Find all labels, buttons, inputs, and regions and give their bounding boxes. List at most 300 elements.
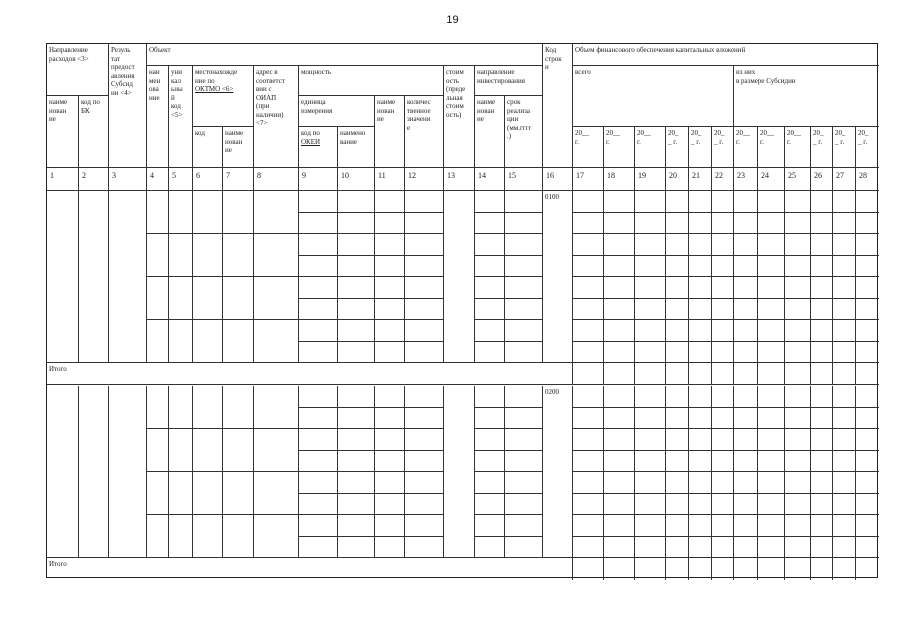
section-1-row-5-col-19 [635,277,666,299]
section-2-row-6-col-26 [811,494,833,516]
header-srok-realizacii: срок реализа ции (мм.гггг .) [505,96,543,168]
section-1-block-2-col-7 [223,234,254,277]
section-2-row-1-col-24 [758,386,785,408]
section-2-block-2-col-8 [254,429,299,472]
section-2-row-6-col-21 [689,494,712,516]
section-2-row-5-col-18 [604,472,635,494]
section-1-row-7-col-25 [785,320,811,342]
section-1-row-3-col-20 [666,234,689,256]
section-2-row-2-col-17 [573,408,604,430]
page-number: 19 [446,14,459,26]
header-year-18: 20__ г. [604,127,635,168]
header-moshchnost-naimenovanie: наиме нован ие [375,96,405,168]
header-year-28: 20_ _ г. [856,127,879,168]
section-2-row-8-col-15 [505,537,543,559]
header-stoimost: стоим ость (преде льная стоим ость) [444,66,475,168]
section-2-row-2-col-9 [299,408,338,430]
section-2-block-3-col-7 [223,472,254,515]
section-2-row-4-col-26 [811,451,833,473]
section-2-row-1-col-20 [666,386,689,408]
section-2-col-2 [79,386,109,558]
section-2-total-col-23 [734,558,758,580]
column-number-13: 13 [444,168,475,191]
section-2-row-3-col-12 [405,429,444,451]
section-2-row-6-col-22 [712,494,734,516]
section-1-row-5-col-9 [299,277,338,299]
section-1-row-6-col-17 [573,299,604,321]
section-1-row-8-col-15 [505,342,543,364]
section-1-block-3-col-4 [147,277,169,320]
section-2-row-7-col-15 [505,515,543,537]
section-1-row-8-col-11 [375,342,405,364]
section-1-row-3-col-27 [833,234,856,256]
section-1-row-4-col-20 [666,256,689,278]
column-number-24: 24 [758,168,785,191]
section-1-row-7-col-17 [573,320,604,342]
section-2-row-3-col-17 [573,429,604,451]
section-2-row-4-col-28 [856,451,879,473]
header-year-20: 20_ _ г. [666,127,689,168]
section-1-col-1 [47,191,79,363]
section-1-row-2-col-19 [635,213,666,235]
section-1-row-2-col-23 [734,213,758,235]
section-1-row-6-col-11 [375,299,405,321]
section-2-row-7-col-20 [666,515,689,537]
section-2-row-2-col-20 [666,408,689,430]
section-1-row-4-col-23 [734,256,758,278]
header-napravlenie-raskhodov: Направление расходов <3> [47,44,109,96]
section-1-row-6-col-23 [734,299,758,321]
section-1-row-5-col-15 [505,277,543,299]
section-1-block-3-col-7 [223,277,254,320]
section-2-row-2-col-14 [475,408,505,430]
section-2-row-4-col-11 [375,451,405,473]
section-2-row-1-col-15 [505,386,543,408]
section-2-row-5-col-19 [635,472,666,494]
section-1-row-4-col-19 [635,256,666,278]
section-1-block-1-col-8 [254,191,299,234]
section-2-row-6-col-25 [785,494,811,516]
section-2-col-3 [109,386,147,558]
section-2-row-1-col-19 [635,386,666,408]
section-2-row-5-col-15 [505,472,543,494]
header-iz-nikh: из них в размере Субсидии [734,66,879,127]
section-2-block-3-col-5 [169,472,193,515]
header-year-24: 20__ г. [758,127,785,168]
section-2-row-3-col-24 [758,429,785,451]
section-1-row-8-col-28 [856,342,879,364]
section-1-row-1-col-10 [338,191,375,213]
section-2-row-4-col-18 [604,451,635,473]
section-2-row-7-col-23 [734,515,758,537]
section-1-row-3-col-19 [635,234,666,256]
column-number-6: 6 [193,168,223,191]
section-1-row-7-col-15 [505,320,543,342]
section-2-row-3-col-25 [785,429,811,451]
section-2-row-5-col-20 [666,472,689,494]
section-1-row-7-col-27 [833,320,856,342]
section-2-row-1-col-9 [299,386,338,408]
section-2-row-8-col-18 [604,537,635,559]
section-2-row-7-col-28 [856,515,879,537]
section-2-total-col-18 [604,558,635,580]
section-1-row-4-col-18 [604,256,635,278]
section-1-row-3-col-9 [299,234,338,256]
section-1-total-label: Итого [47,363,573,385]
section-1-row-7-col-24 [758,320,785,342]
section-2-total-col-22 [712,558,734,580]
section-2-row-2-col-10 [338,408,375,430]
section-1-row-7-col-23 [734,320,758,342]
section-2-row-4-col-19 [635,451,666,473]
section-1-row-7-col-10 [338,320,375,342]
section-1-row-4-col-11 [375,256,405,278]
column-number-17: 17 [573,168,604,191]
header-vsego: всего [573,66,734,127]
section-1-row-3-col-17 [573,234,604,256]
section-1-row-4-col-15 [505,256,543,278]
section-2-row-8-col-22 [712,537,734,559]
section-1-row-8-col-22 [712,342,734,364]
header-kolichestvennoe-znachenie: количес твенное значени е [405,96,444,168]
section-2-row-3-col-27 [833,429,856,451]
section-2-row-3-col-18 [604,429,635,451]
section-1-row-6-col-15 [505,299,543,321]
column-number-26: 26 [811,168,833,191]
section-1-row-7-col-21 [689,320,712,342]
section-1-row-5-col-27 [833,277,856,299]
section-1-row-1-col-15 [505,191,543,213]
section-2-row-3-col-10 [338,429,375,451]
section-2-row-6-col-10 [338,494,375,516]
column-number-12: 12 [405,168,444,191]
header-oktmo-naimenovanie: наиме нован ие [223,127,254,168]
section-1-row-4-col-25 [785,256,811,278]
header-year-17: 20__ г. [573,127,604,168]
section-1-row-7-col-9 [299,320,338,342]
section-1-row-8-col-20 [666,342,689,364]
header-obekt-naimenovanie: наи мен ова ние [147,66,169,168]
section-1-row-2-col-22 [712,213,734,235]
section-1-total-col-24 [758,363,785,385]
section-2-row-4-col-23 [734,451,758,473]
section-2-row-4-col-21 [689,451,712,473]
section-2-row-8-col-14 [475,537,505,559]
section-1-row-8-col-17 [573,342,604,364]
section-1-row-7-col-19 [635,320,666,342]
section-1-row-1-col-22 [712,191,734,213]
section-1-row-7-col-28 [856,320,879,342]
section-2-row-1-col-25 [785,386,811,408]
section-1-total-col-22 [712,363,734,385]
header-napravlenie-investirovaniya: направление инвестирования [475,66,543,96]
section-2-total-label: Итого [47,558,573,580]
column-number-8: 8 [254,168,299,191]
section-2-row-1-col-21 [689,386,712,408]
section-1-row-6-col-26 [811,299,833,321]
section-1-total-col-25 [785,363,811,385]
column-number-4: 4 [147,168,169,191]
okei-label: ОКЕИ [301,137,321,146]
section-2-row-4-col-12 [405,451,444,473]
section-1-row-4-col-24 [758,256,785,278]
section-2-row-1-col-23 [734,386,758,408]
section-2-row-7-col-22 [712,515,734,537]
section-2-row-2-col-26 [811,408,833,430]
section-1-row-6-col-20 [666,299,689,321]
section-1-row-4-col-22 [712,256,734,278]
section-1-total-col-28 [856,363,879,385]
section-1-row-5-col-10 [338,277,375,299]
section-1-row-1-col-18 [604,191,635,213]
section-2-row-2-col-11 [375,408,405,430]
section-2-row-8-col-19 [635,537,666,559]
section-2-total-col-19 [635,558,666,580]
section-2-row-5-col-22 [712,472,734,494]
header-adres: адрес в соответст вии с ОИАП (при наличии) <7> [254,66,299,168]
section-1-block-2-col-5 [169,234,193,277]
section-1-block-2-col-8 [254,234,299,277]
section-1-row-7-col-22 [712,320,734,342]
section-1-row-6-col-22 [712,299,734,321]
section-2-row-2-col-24 [758,408,785,430]
header-moshchnost: мощность [299,66,444,96]
section-2-row-1-col-18 [604,386,635,408]
section-1-col-3 [109,191,147,363]
section-1-row-4-col-12 [405,256,444,278]
section-2-row-8-col-11 [375,537,405,559]
section-2-row-3-col-11 [375,429,405,451]
section-1-row-8-col-27 [833,342,856,364]
section-2-row-3-col-22 [712,429,734,451]
section-1-row-5-col-28 [856,277,879,299]
section-2-row-4-col-24 [758,451,785,473]
section-2-row-code: 0200 [543,386,573,558]
header-okei-naimenovanie: наимено вание [338,127,375,168]
section-1-row-2-col-11 [375,213,405,235]
section-1-row-2-col-18 [604,213,635,235]
section-2-row-4-col-27 [833,451,856,473]
section-2-block-3-col-8 [254,472,299,515]
section-2-row-3-col-28 [856,429,879,451]
section-1-row-7-col-20 [666,320,689,342]
section-1-row-8-col-23 [734,342,758,364]
section-2-row-6-col-18 [604,494,635,516]
section-1-row-3-col-15 [505,234,543,256]
section-1-row-1-col-11 [375,191,405,213]
section-1-row-1-col-21 [689,191,712,213]
section-1-block-2-col-4 [147,234,169,277]
section-2-row-4-col-22 [712,451,734,473]
section-2-row-8-col-24 [758,537,785,559]
section-2-row-6-col-24 [758,494,785,516]
section-1-row-8-col-26 [811,342,833,364]
section-2-block-1-col-7 [223,386,254,429]
header-year-23: 20__ г. [734,127,758,168]
column-number-19: 19 [635,168,666,191]
section-1-row-2-col-21 [689,213,712,235]
section-2-row-8-col-23 [734,537,758,559]
section-2-row-1-col-12 [405,386,444,408]
section-1-block-4-col-6 [193,320,223,363]
section-1-total-col-26 [811,363,833,385]
section-2-row-7-col-21 [689,515,712,537]
section-2-row-6-col-14 [475,494,505,516]
section-1-row-4-col-28 [856,256,879,278]
section-1-row-2-col-25 [785,213,811,235]
section-2-row-2-col-28 [856,408,879,430]
section-2-row-6-col-12 [405,494,444,516]
section-2-row-5-col-17 [573,472,604,494]
section-2-row-1-col-28 [856,386,879,408]
section-2-row-7-col-9 [299,515,338,537]
section-2-row-3-col-14 [475,429,505,451]
section-1-block-1-col-6 [193,191,223,234]
section-2-row-3-col-23 [734,429,758,451]
section-2-row-8-col-25 [785,537,811,559]
section-2-row-8-col-27 [833,537,856,559]
section-2-block-3-col-4 [147,472,169,515]
section-2-row-8-col-17 [573,537,604,559]
section-2-block-1-col-6 [193,386,223,429]
column-number-20: 20 [666,168,689,191]
section-1-row-4-col-26 [811,256,833,278]
section-2-row-8-col-10 [338,537,375,559]
section-1-row-2-col-10 [338,213,375,235]
section-1-row-1-col-14 [475,191,505,213]
section-1-row-5-col-26 [811,277,833,299]
section-2-row-2-col-25 [785,408,811,430]
section-1-row-5-col-14 [475,277,505,299]
section-1-row-6-col-12 [405,299,444,321]
section-1-row-5-col-18 [604,277,635,299]
column-number-15: 15 [505,168,543,191]
column-number-5: 5 [169,168,193,191]
section-1-row-2-col-17 [573,213,604,235]
section-2-row-1-col-10 [338,386,375,408]
section-2-row-6-col-27 [833,494,856,516]
header-oktmo-kod: код [193,127,223,168]
section-1-total-col-21 [689,363,712,385]
section-2-row-7-col-25 [785,515,811,537]
column-number-9: 9 [299,168,338,191]
capital-investment-table [46,43,878,578]
section-1-row-5-col-21 [689,277,712,299]
section-1-row-1-col-28 [856,191,879,213]
section-2-row-6-col-15 [505,494,543,516]
section-1-row-4-col-17 [573,256,604,278]
section-1-block-1-col-7 [223,191,254,234]
section-1-block-4-col-8 [254,320,299,363]
section-2-row-2-col-23 [734,408,758,430]
header-year-22: 20_ _ г. [712,127,734,168]
section-1-row-3-col-24 [758,234,785,256]
header-year-25: 20__ г. [785,127,811,168]
section-2-row-2-col-22 [712,408,734,430]
section-1-row-code: 0100 [543,191,573,363]
section-1-row-2-col-20 [666,213,689,235]
section-1-row-6-col-25 [785,299,811,321]
section-1-row-5-col-25 [785,277,811,299]
section-2-total-col-24 [758,558,785,580]
section-2-total-col-26 [811,558,833,580]
section-1-row-6-col-24 [758,299,785,321]
section-1-row-6-col-18 [604,299,635,321]
column-number-11: 11 [375,168,405,191]
section-2-col-13 [444,386,475,558]
section-2-row-6-col-19 [635,494,666,516]
section-1-row-4-col-27 [833,256,856,278]
section-2-row-5-col-27 [833,472,856,494]
section-1-row-7-col-11 [375,320,405,342]
section-2-row-5-col-28 [856,472,879,494]
section-2-total-col-17 [573,558,604,580]
section-1-row-6-col-27 [833,299,856,321]
section-2-row-7-col-19 [635,515,666,537]
section-2-block-3-col-6 [193,472,223,515]
section-2-row-6-col-28 [856,494,879,516]
section-1-row-6-col-9 [299,299,338,321]
header-rezultat: Резуль тат предост авления Субсид ии <4> [109,44,147,168]
section-1-row-6-col-10 [338,299,375,321]
header-kod-stroki: Код строк и [543,44,573,168]
header-year-19: 20__ г. [635,127,666,168]
section-1-row-1-col-12 [405,191,444,213]
section-1-row-7-col-26 [811,320,833,342]
section-2-row-6-col-9 [299,494,338,516]
header-kod-po-bk: код по БК [79,96,109,168]
column-number-18: 18 [604,168,635,191]
section-1-block-4-col-7 [223,320,254,363]
section-1-row-1-col-20 [666,191,689,213]
section-1-row-7-col-12 [405,320,444,342]
section-2-row-3-col-15 [505,429,543,451]
header-obem: Объем финансового обеспечения капитальных вложений [573,44,879,66]
section-2-row-8-col-9 [299,537,338,559]
section-1-row-7-col-14 [475,320,505,342]
column-number-16: 16 [543,168,573,191]
section-1-row-8-col-9 [299,342,338,364]
section-2-row-7-col-17 [573,515,604,537]
section-2-row-1-col-27 [833,386,856,408]
section-2-row-8-col-28 [856,537,879,559]
section-2-row-5-col-24 [758,472,785,494]
column-number-10: 10 [338,168,375,191]
section-1-row-1-col-27 [833,191,856,213]
section-1-row-8-col-25 [785,342,811,364]
section-1-row-2-col-15 [505,213,543,235]
section-1-row-1-col-9 [299,191,338,213]
section-1-row-1-col-25 [785,191,811,213]
section-1-row-8-col-10 [338,342,375,364]
section-1-total-col-18 [604,363,635,385]
section-1-row-3-col-28 [856,234,879,256]
section-1-row-5-col-23 [734,277,758,299]
section-2-row-4-col-20 [666,451,689,473]
section-2-row-5-col-10 [338,472,375,494]
column-number-3: 3 [109,168,147,191]
section-2-row-6-col-23 [734,494,758,516]
section-1-row-3-col-10 [338,234,375,256]
header-year-27: 20_ _ г. [833,127,856,168]
section-1-row-4-col-9 [299,256,338,278]
section-1-row-8-col-12 [405,342,444,364]
section-1-total-col-20 [666,363,689,385]
section-2-row-2-col-27 [833,408,856,430]
section-1-row-1-col-19 [635,191,666,213]
section-1-block-4-col-5 [169,320,193,363]
header-naimenovanie: наиме нован ие [47,96,79,168]
